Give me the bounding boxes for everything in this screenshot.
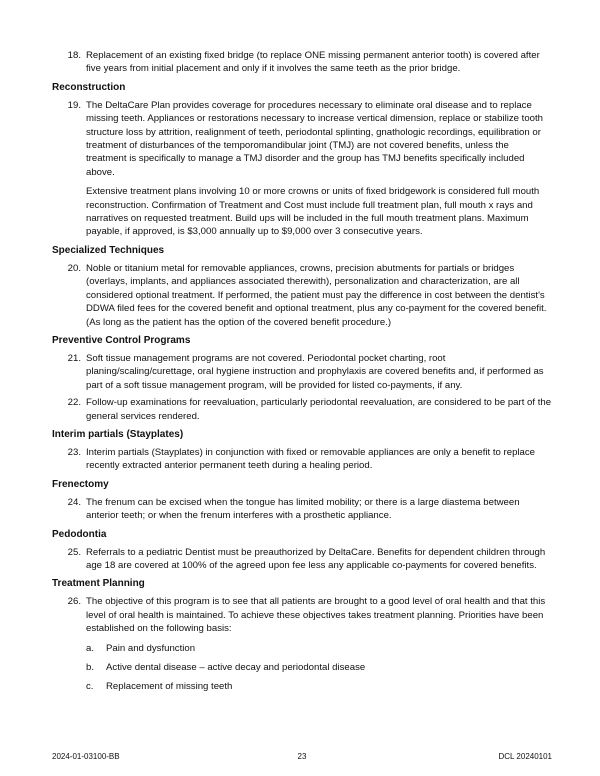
item-text-paragraph-2: Extensive treatment plans involving 10 or more crowns or units of fixed bridgework is considered full mouth reconstruction. Confirmation of Treatment and Cost must include full treatment plan, full mouth x rays and narratives on requested treatment. Build ups will be included in the full mouth treatment plans. Maximum payable, if approved, is $3,000 annually up to $9,000 over 3 consecutive years. xyxy=(86,186,540,238)
list-item-18 xyxy=(52,49,552,76)
section-heading-reconstruction: Reconstruction xyxy=(52,81,126,93)
section-heading-interim-partials: Interim partials (Stayplates) xyxy=(52,428,184,440)
list-item-25 xyxy=(52,546,552,573)
item-text: Follow-up examinations for reevaluation, particularly periodontal reevaluation, are considered to be part of the general services rendered. xyxy=(86,397,552,422)
footer-doc-id: 2024-01-03100-BB xyxy=(52,752,120,761)
item-text: Soft tissue management programs are not covered. Periodontal pocket charting, root planing/scaling/curettage, oral hygiene instruction and prophylaxis are covered benefits and, if performed as part of a soft tissue management program, will be provided for listed co-payments, if any. xyxy=(86,352,544,391)
section-heading-treatment-planning: Treatment Planning xyxy=(52,578,145,590)
list-item-26 xyxy=(52,595,552,635)
item-text: Interim partials (Stayplates) in conjunction with fixed or removable appliances are only a benefit to replace recently extracted anterior permanent teeth during a healing period. xyxy=(86,446,536,472)
page-footer xyxy=(52,752,552,762)
list-item-20 xyxy=(52,262,552,329)
priority-letter: a. xyxy=(86,642,95,654)
item-text: The objective of this program is to see that all patients are brought to a good level of oral health and that this level of oral health is maintained. To achieve these objectives takes treatment planning. Priorities have been established on the following basis: xyxy=(86,596,546,635)
list-item-19 xyxy=(52,99,552,239)
priority-item xyxy=(86,642,552,655)
section-heading-specialized-techniques: Specialized Techniques xyxy=(52,244,165,256)
footer-page-number: 23 xyxy=(297,752,307,761)
item-number: 22. xyxy=(67,397,81,409)
list-item-21 xyxy=(52,352,552,392)
item-text: The DeltaCare Plan provides coverage for procedures necessary to eliminate oral disease and to replace missing teeth. Appliances or restorations necessary to increase vertical dimension, replace or stabilize tooth structure loss by attrition, realignment of teeth, periodontal splinting, gnathologic recordings, equilibration or treatment of disturbances of the temporomandibular joint (TMJ) are not covered benefits, unless the treatment is specifically to manage a TMJ disorder and the group has TMJ benefits specifically included above. xyxy=(86,99,543,178)
item-number: 18. xyxy=(67,50,81,61)
page-content xyxy=(52,49,552,694)
item-text: Referrals to a pediatric Dentist must be preauthorized by DeltaCare. Benefits for dependent children through age 18 are covered at 100% of the agreed upon fee less any applicable co-payments for covered benefits. xyxy=(86,546,546,571)
item-number: 24. xyxy=(67,496,81,508)
section-heading-preventive-control: Preventive Control Programs xyxy=(52,334,191,346)
footer-version: DCL 20240101 xyxy=(498,752,553,761)
item-number: 23. xyxy=(67,446,81,458)
priority-text: Replacement of missing teeth xyxy=(106,681,233,693)
priority-item xyxy=(86,661,552,674)
list-item-23 xyxy=(52,446,552,473)
item-number: 19. xyxy=(67,99,81,111)
item-number: 25. xyxy=(67,546,81,558)
priority-item xyxy=(86,680,552,693)
item-text: The frenum can be excised when the tongue has limited mobility; or there is a large diastema between anterior teeth; or when the frenum interferes with a prosthetic appliance. xyxy=(86,496,520,522)
priority-letter: c. xyxy=(86,681,94,693)
list-item-22 xyxy=(52,396,552,423)
item-text: Replacement of an existing fixed bridge (to replace ONE missing permanent anterior tooth) is covered after five years from initial placement and only if it involves the same teeth as the prior bridge. xyxy=(86,50,540,75)
section-heading-frenectomy: Frenectomy xyxy=(52,478,109,490)
item-number: 26. xyxy=(67,596,81,608)
priority-text: Active dental disease – active decay and periodontal disease xyxy=(106,662,366,673)
item-number: 21. xyxy=(67,352,81,364)
item-number: 20. xyxy=(67,262,81,274)
priority-letter: b. xyxy=(86,662,95,673)
section-heading-pedodontia: Pedodontia xyxy=(52,528,107,540)
priority-text: Pain and dysfunction xyxy=(106,642,196,654)
list-item-24 xyxy=(52,496,552,523)
item-text: Noble or titanium metal for removable appliances, crowns, precision abutments for partials or bridges (overlays, implants, and appliances associated therewith), personalization and characterization, are all considered optional treatment. If performed, the patient must pay the difference in cost between the dentist's DDWA filed fees for the covered benefit and optional treatment, plus any co-payment for the covered benefit. (As long as the patient has the option of the covered benefit procedure.) xyxy=(86,262,547,328)
